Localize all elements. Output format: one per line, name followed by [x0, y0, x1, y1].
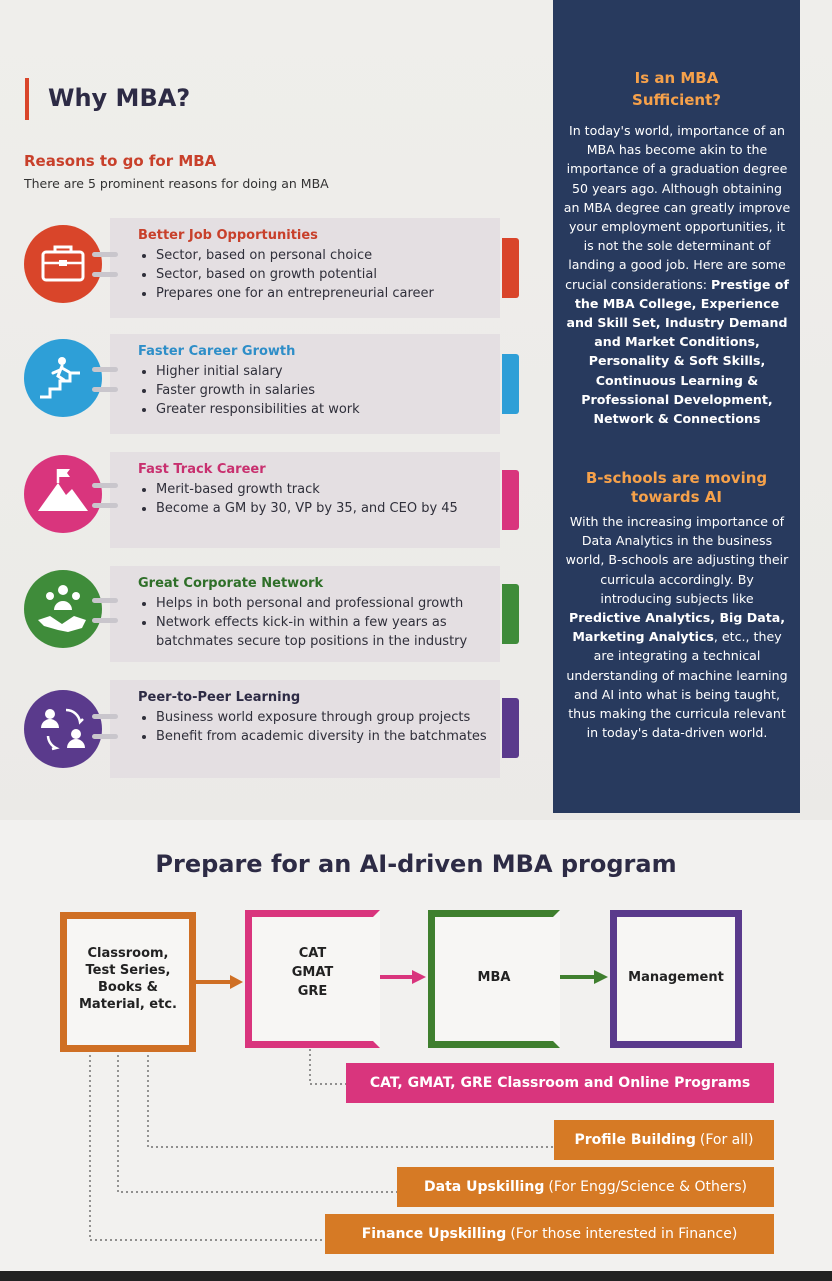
connector-link — [92, 387, 118, 392]
flow-box-entrance-exams — [245, 910, 380, 1048]
sidebar-text: In today's world, importance of an MBA has become akin to the importance of a graduation degree 50 years ago. Although obtaining an MBA degree can greatly improve your employment opportunities, it is not the sole determinant of landing a good job. Here are some crucial considerations: — [563, 123, 791, 292]
bullet-item: • Merit-based growth track — [156, 480, 458, 499]
program-bar-label: Data Upskilling — [424, 1179, 545, 1195]
ai-mba-flow-section — [0, 820, 832, 1281]
page-title: Why MBA? — [48, 84, 191, 112]
reasons-subheading: There are 5 prominent reasons for doing an MBA — [24, 176, 329, 191]
page-bottom-edge — [0, 1271, 832, 1281]
connector-link — [92, 714, 118, 719]
program-bar-note: (For all) — [699, 1132, 754, 1148]
card-tab — [502, 238, 519, 298]
connector-link — [92, 598, 118, 603]
flow-box-line: GMAT — [291, 965, 334, 980]
stairs-climber-icon — [24, 339, 102, 417]
flow-box-classroom — [60, 912, 196, 1052]
title-accent-bar — [25, 78, 29, 120]
bullet-item: • Benefit from academic diversity in the batchmates — [156, 727, 496, 746]
reason-card-career-growth — [110, 334, 500, 434]
handshake-network-icon — [24, 570, 102, 648]
program-bar-label: CAT, GMAT, GRE Classroom and Online Programs — [369, 1075, 751, 1091]
bullet-item: • Network effects kick-in within a few years as batchmates secure top positions in the industry — [156, 613, 501, 651]
sidebar-text: , etc., they are integrating a technical understanding of machine learning and AI into what is being taught, thus making the curricula relevant in today's data-driven world. — [566, 629, 788, 741]
card-tab — [502, 698, 519, 758]
reason-title: Peer-to-Peer Learning — [138, 690, 301, 705]
flow-box-line: MBA — [477, 970, 511, 985]
card-tab — [502, 354, 519, 414]
reason-title: Better Job Opportunities — [138, 228, 318, 243]
sidebar-bold-text: Prestige of the MBA College, Experience and Skill Set, Industry Demand and Market Conditions, Personality & Soft Skills, Continuous Learning & Professional Development, Network & Connections — [566, 276, 789, 427]
flow-box-line: GRE — [297, 984, 328, 999]
reason-title: Great Corporate Network — [138, 576, 324, 591]
card-tab — [502, 584, 519, 644]
flow-box-line: Test Series, — [85, 963, 171, 978]
connector-link — [92, 618, 118, 623]
reason-bullets — [138, 246, 434, 303]
flow-box-line: CAT — [298, 946, 327, 961]
flow-box-mba — [428, 910, 560, 1048]
flow-box-line: Management — [628, 970, 724, 985]
reason-bullets — [138, 708, 496, 746]
briefcase-icon — [24, 225, 102, 303]
connector-link — [92, 367, 118, 372]
bullet-item: • Helps in both personal and professional growth — [156, 594, 501, 613]
sidebar-heading-line: Sufficient? — [632, 91, 721, 109]
sidebar-heading-line: B-schools are moving — [585, 469, 768, 487]
mba-sufficient-sidebar — [553, 0, 800, 813]
bullet-item: • Prepares one for an entrepreneurial career — [156, 284, 434, 303]
sidebar-heading-line: towards AI — [631, 488, 722, 506]
flow-box-line: Material, etc. — [79, 997, 177, 1012]
flow-box-line: Classroom, — [87, 946, 169, 961]
program-bar-data-upskilling — [397, 1167, 774, 1207]
reason-bullets — [138, 594, 501, 651]
bullet-item: • Higher initial salary — [156, 362, 360, 381]
bullet-item: • Faster growth in salaries — [156, 381, 360, 400]
sidebar-paragraph — [563, 121, 791, 428]
reason-card-job-opportunities — [110, 218, 500, 318]
why-mba-section — [0, 0, 548, 820]
reason-title: Fast Track Career — [138, 462, 266, 477]
program-bar-note: (For Engg/Science & Others) — [548, 1179, 747, 1195]
reason-card-peer-learning — [110, 680, 500, 778]
bullet-item: • Greater responsibilities at work — [156, 400, 360, 419]
flow-box-management — [610, 910, 742, 1048]
reason-title: Faster Career Growth — [138, 344, 296, 359]
program-bar-note: (For those interested in Finance) — [510, 1226, 738, 1242]
sidebar-text: With the increasing importance of Data Analytics in the business world, B-schools are adjusting their curricula accordingly. By introducing subjects like — [565, 514, 789, 606]
program-bar-label: Profile Building — [574, 1132, 696, 1148]
connector-link — [92, 272, 118, 277]
connector-link — [92, 503, 118, 508]
program-bar-finance-upskilling — [325, 1214, 774, 1254]
connector-link — [92, 734, 118, 739]
bullet-item: • Business world exposure through group projects — [156, 708, 496, 727]
flow-title: Prepare for an AI-driven MBA program — [155, 850, 677, 878]
sidebar-bold-text: Predictive Analytics, Big Data, Marketing Analytics — [568, 610, 786, 645]
sidebar-paragraph — [563, 512, 791, 742]
reason-bullets — [138, 362, 360, 419]
reasons-heading: Reasons to go for MBA — [24, 152, 217, 170]
reason-card-fast-track — [110, 452, 500, 548]
reason-bullets — [138, 480, 458, 518]
peer-exchange-icon — [24, 690, 102, 768]
program-bar-test-prep — [346, 1063, 774, 1103]
bullet-item: • Sector, based on personal choice — [156, 246, 434, 265]
reason-card-corporate-network — [110, 566, 500, 662]
connector-link — [92, 252, 118, 257]
program-bar-label: Finance Upskilling — [361, 1226, 507, 1242]
mountain-flag-icon — [24, 455, 102, 533]
connector-link — [92, 483, 118, 488]
bullet-item: • Become a GM by 30, VP by 35, and CEO by 45 — [156, 499, 458, 518]
card-tab — [502, 470, 519, 530]
program-bar-profile-building — [554, 1120, 774, 1160]
bullet-item: • Sector, based on growth potential — [156, 265, 434, 284]
flow-box-line: Books & — [97, 980, 159, 995]
sidebar-heading-line: Is an MBA — [634, 69, 719, 87]
